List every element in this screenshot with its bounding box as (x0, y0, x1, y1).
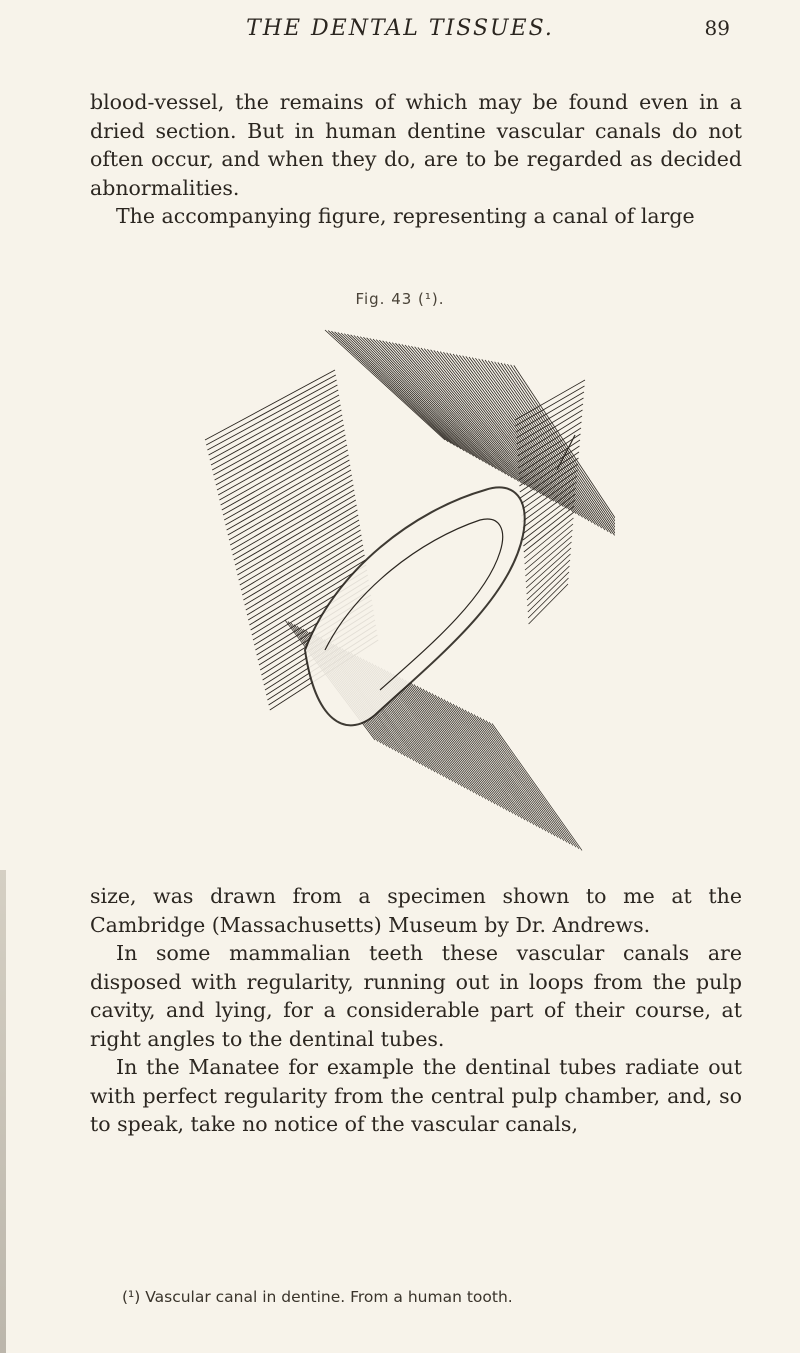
paragraph-blood-vessel: blood-vessel, the remains of which may be found even in a dried section. But in human dentine vascular canals do not often occur, and when they do, are to be regarded as decided abnormalities. (90, 90, 742, 200)
running-head (0, 8, 800, 48)
footnote: (¹) Vascular canal in dentine. From a human tooth. (122, 1288, 513, 1306)
figure-label: Fig. 43 (¹). (355, 290, 445, 308)
page-edge-shadow (0, 870, 6, 1353)
page-number: 89 (704, 16, 730, 40)
top-text-block (90, 88, 742, 231)
vascular-canal-outline (305, 487, 525, 725)
paragraph-mammalian-teeth: In some mammalian teeth these vascular canals are disposed with regularity, running out in loops from the pulp cavity, and lying, for a considerable part of their course, at right angles to the dentinal tubes. (90, 941, 742, 1051)
paragraph-size-drawn: size, was drawn from a specimen shown to me at the Cambridge (Massachusetts) Museum by Dr. Andrews. (90, 884, 742, 937)
paragraph-accompanying-figure: The accompanying figure, representing a canal of large (116, 204, 695, 228)
running-title: THE DENTAL TISSUES. (246, 16, 554, 41)
paragraph-manatee: In the Manatee for example the dentinal tubes radiate out with perfect regularity from the central pulp chamber, and, so to speak, take no notice of the vascular canals, (90, 1055, 742, 1136)
bottom-text-block (90, 882, 742, 1139)
dentine-canal-illustration (185, 320, 615, 860)
